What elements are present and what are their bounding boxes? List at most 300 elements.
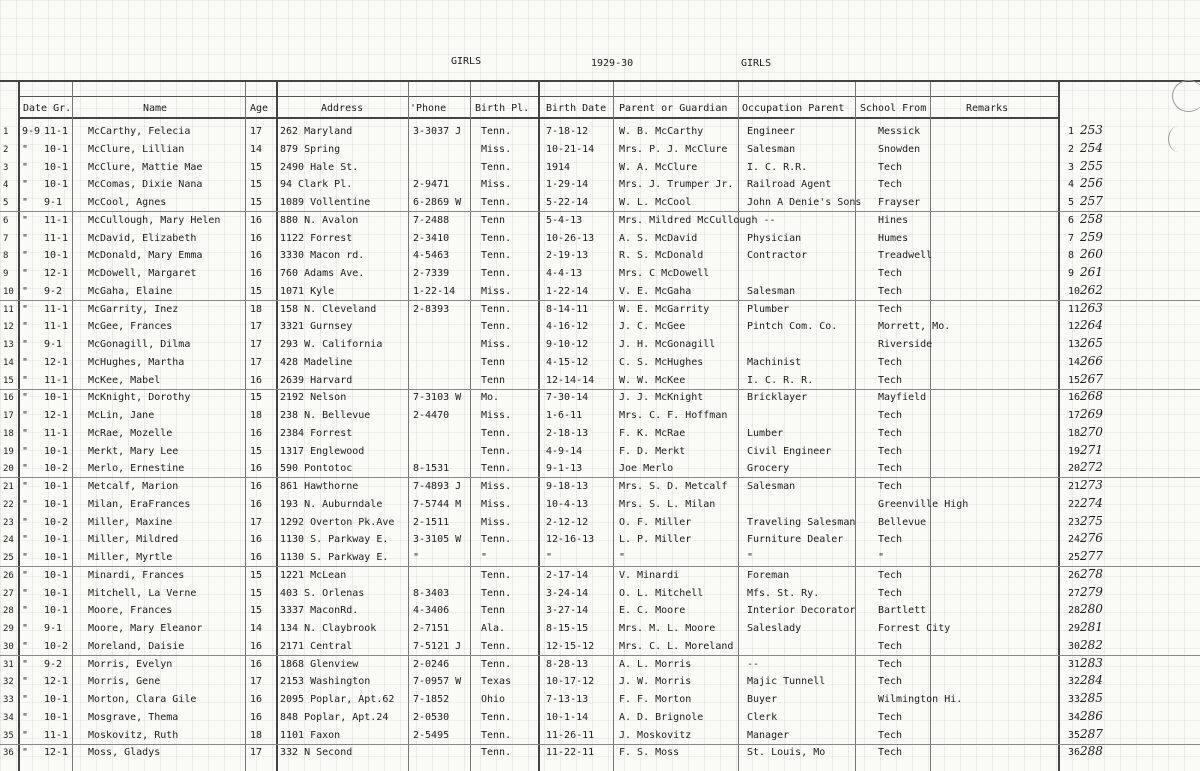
birthplace-cell: Tenn. [481,569,512,581]
table-row [0,424,1200,442]
line-number: 19 [3,446,14,457]
handwritten-number: 280 [1080,602,1103,617]
table-row [0,300,1200,318]
birthplace-cell: Tenn [481,214,506,226]
birthdate-cell: 10-26-13 [546,232,595,244]
record-number: 34 [1068,711,1081,723]
parent-cell: Joe Merlo [619,463,674,475]
birthdate-cell: 10-21-14 [546,143,595,155]
address-cell: 2639 Harvard [280,374,353,386]
name-cell: McKee, Mabel [88,374,161,386]
table-row [0,708,1200,726]
col-parent: Parent or Guardian [619,103,728,114]
age-cell: 15 [250,285,263,297]
table-row [0,495,1200,513]
birthdate-cell: 9-18-13 [546,481,589,492]
birthplace-cell: Tenn. [481,161,512,173]
birthplace-cell: Tenn [481,356,506,368]
birthdate-cell: 5-4-13 [546,214,583,226]
line-number: 2 [3,144,9,155]
address-cell: 262 Maryland [280,126,353,137]
record-number: 11 [1068,303,1081,315]
birthdate-cell: 4-4-13 [546,268,583,279]
occupation-cell: Clerk [747,711,778,723]
table-row [0,690,1200,708]
birthdate-cell: 4-9-14 [546,445,583,457]
table-row [0,282,1200,301]
occupation-cell: John A Denie's Sons [747,197,862,208]
handwritten-number: 275 [1080,513,1103,528]
phone-cell: 7-0957 W [413,676,462,688]
date-cell: " [22,232,29,244]
birthplace-cell: Miss. [481,410,512,421]
birthplace-cell: Miss. [481,481,512,492]
date-cell: " [22,143,29,155]
parent-cell: A. D. Brignole [619,711,704,723]
birthplace-cell: Tenn. [481,427,512,439]
address-cell: 1317 Englewood [280,445,365,457]
school-cell: Tech [878,587,903,599]
age-cell: 15 [250,445,263,457]
table-row [0,229,1200,247]
occupation-cell: Physician [747,232,802,244]
date-cell: " [22,498,29,510]
date-cell: " [22,463,29,475]
birthdate-cell: 7-30-14 [546,392,589,404]
handwritten-number: 263 [1080,300,1103,315]
line-number: 17 [3,411,14,421]
birthplace-cell: Miss. [481,179,512,191]
occupation-cell: Engineer [747,126,796,137]
birthdate-cell: 12-14-14 [546,374,595,386]
birthplace-cell: Tenn. [481,197,512,208]
phone-cell: 4-3406 [413,605,450,617]
name-cell: Merkt, Mary Lee [88,445,179,457]
name-cell: McDonald, Mary Emma [88,250,203,262]
address-cell: 428 Madeline [280,356,353,368]
name-cell: Metcalf, Marion [88,481,179,492]
line-number: 24 [3,535,14,546]
phone-cell: 2-4470 [413,410,450,421]
line-number: 13 [3,340,14,350]
age-cell: 16 [250,658,263,670]
date-cell: " [22,268,29,279]
handwritten-number: 254 [1080,140,1103,155]
age-cell: 18 [250,729,263,741]
table-row [0,264,1200,282]
address-cell: 193 N. Auburndale [280,498,383,510]
name-cell: McGarrity, Inez [88,303,179,315]
birthdate-cell: 2-19-13 [546,250,589,262]
birthplace-cell: Tenn. [481,126,512,137]
date-cell: " [22,303,29,315]
school-cell: Tech [878,463,903,475]
name-cell: McCarthy, Felecia [88,126,191,137]
line-number: 23 [3,517,14,528]
record-number: 4 [1068,179,1075,191]
age-cell: 16 [250,214,263,226]
birthdate-cell: 2-18-13 [546,427,589,439]
parent-cell: O. F. Miller [619,516,692,528]
occupation-cell: Foreman [747,569,790,581]
phone-cell: 7-2488 [413,214,450,226]
age-cell: 17 [250,747,263,759]
school-cell: Snowden [878,143,921,155]
school-cell: Messick [878,126,921,137]
parent-cell: " [619,552,626,563]
name-cell: McKnight, Dorothy [88,392,191,404]
school-cell: Tech [878,161,903,173]
table-row [0,459,1200,478]
name-cell: Miller, Mildred [88,534,179,546]
phone-cell: 8-1531 [413,463,450,475]
address-cell: 1130 S. Parkway E. [280,552,389,563]
record-number: 2 [1068,143,1075,155]
record-number: 24 [1068,534,1081,546]
table-row [0,442,1200,460]
parent-cell: J. H. McGonagill [619,339,716,350]
handwritten-number: 282 [1080,637,1103,652]
table-row [0,353,1200,371]
name-cell: Minardi, Frances [88,569,185,581]
record-number: 23 [1068,516,1081,528]
grade-cell: 11-1 [44,427,69,439]
birthplace-cell: Tenn. [481,729,512,741]
school-cell: Tech [878,268,903,279]
line-number: 35 [3,730,14,741]
parent-cell: J. W. Morris [619,676,692,688]
parent-cell: F. F. Morton [619,694,692,705]
school-cell: Mayfield [878,392,927,404]
record-number: 8 [1068,250,1075,262]
parent-cell: Mrs. S. L. Milan [619,498,716,510]
header-right: GIRLS [741,58,772,69]
handwritten-number: 262 [1080,282,1103,297]
name-cell: Miller, Myrtle [88,552,173,563]
birthdate-cell: 3-27-14 [546,605,589,617]
address-cell: 2192 Nelson [280,392,347,404]
grade-cell: 9-1 [44,339,63,350]
occupation-cell: " [747,552,754,563]
grade-cell: 9-2 [44,658,63,670]
record-number: 18 [1068,427,1081,439]
handwritten-number: 274 [1080,495,1103,510]
school-cell: Bartlett [878,605,927,617]
date-cell: " [22,747,29,759]
name-cell: Moore, Frances [88,605,173,617]
address-cell: 1868 Glenview [280,658,359,670]
age-cell: 16 [250,481,263,492]
address-cell: 134 N. Claybrook [280,623,377,634]
age-cell: 17 [250,676,263,688]
name-cell: Mosgrave, Thema [88,711,179,723]
address-cell: 879 Spring [280,143,341,155]
handwritten-number: 265 [1080,336,1103,350]
school-cell: Forrest City [878,623,951,634]
address-cell: 1101 Faxon [280,729,341,741]
line-number: 32 [3,677,14,688]
line-number: 28 [3,606,14,617]
grade-cell: 12-1 [44,356,69,368]
date-cell: " [22,534,29,546]
grade-cell: 10-1 [44,250,69,262]
date-cell: " [22,285,29,297]
line-number: 22 [3,499,14,510]
address-cell: 760 Adams Ave. [280,268,365,279]
handwritten-number: 257 [1080,194,1103,208]
occupation-cell: Lumber [747,427,784,439]
parent-cell: L. P. Miller [619,534,692,546]
binder-hole [1172,80,1200,112]
line-number: 36 [3,748,14,759]
top-rule [0,80,1200,82]
table-row [0,655,1200,673]
record-number: 7 [1068,232,1075,244]
name-cell: Moss, Gladys [88,747,161,759]
grade-cell: 11-1 [44,321,69,333]
address-cell: 332 N Second [280,747,353,759]
grade-cell: 10-2 [44,516,69,528]
grade-cell: 10-1 [44,143,69,155]
birthdate-cell: 10-17-12 [546,676,595,688]
date-cell: " [22,729,29,741]
grade-cell: 10-1 [44,179,69,191]
line-number: 30 [3,641,14,652]
line-number: 34 [3,712,14,723]
line-number: 8 [3,251,9,262]
address-cell: 1071 Kyle [280,285,335,297]
grade-cell: 12-1 [44,676,69,688]
grade-cell: 11-1 [44,214,69,226]
age-cell: 16 [250,232,263,244]
age-cell: 14 [250,143,263,155]
occupation-cell: Interior Decorator [747,605,856,617]
date-cell: " [22,410,29,421]
date-cell: " [22,356,29,368]
phone-cell: 3-3105 W [413,534,462,546]
school-cell: Tech [878,481,903,492]
age-cell: 16 [250,463,263,475]
birthplace-cell: Tenn. [481,250,512,262]
record-number: 29 [1068,623,1081,634]
birthplace-cell: Ala. [481,623,506,634]
birthplace-cell: Tenn [481,374,506,386]
address-cell: 1122 Forrest [280,232,353,244]
age-cell: 15 [250,161,263,173]
parent-cell: A. L. Morris [619,658,692,670]
handwritten-number: 285 [1080,691,1103,705]
parent-cell: O. L. Mitchell [619,587,704,599]
handwritten-number: 264 [1080,318,1103,333]
age-cell: 16 [250,250,263,262]
line-number: 6 [3,215,9,226]
date-cell: " [22,250,29,262]
grade-cell: 10-1 [44,605,69,617]
parent-cell: F. K. McRae [619,427,686,439]
col-birth-date: Birth Date [546,103,607,114]
name-cell: Morris, Evelyn [88,658,173,670]
phone-cell: 4-5463 [413,250,450,262]
parent-cell: A. S. McDavid [619,232,698,244]
name-cell: McDowell, Margaret [88,268,197,279]
record-number: 27 [1068,587,1081,599]
grade-cell: 11-1 [44,232,69,244]
handwritten-number: 253 [1080,123,1103,137]
age-cell: 14 [250,623,263,634]
handwritten-number: 261 [1080,265,1103,279]
table-row [0,335,1200,353]
age-cell: 17 [250,321,263,333]
birthplace-cell: " [481,552,488,563]
school-cell: Tech [878,374,903,386]
name-cell: McClure, Mattie Mae [88,161,203,173]
handwritten-number: 268 [1080,389,1103,404]
school-cell: Tech [878,676,903,688]
record-number: 16 [1068,392,1081,404]
occupation-cell: I. C. R.R. [747,161,808,173]
school-cell: Tech [878,640,903,652]
phone-cell: 2-0246 [413,658,450,670]
date-cell: " [22,392,29,404]
birthdate-cell: 1914 [546,161,571,173]
age-cell: 18 [250,410,263,421]
phone-cell: 2-0530 [413,711,450,723]
occupation-cell: Mfs. St. Ry. [747,587,820,599]
record-number: 22 [1068,498,1081,510]
handwritten-number: 258 [1080,211,1103,226]
col-birth-place: Birth Pl. [475,103,530,114]
age-cell: 16 [250,374,263,386]
binder-hole [1168,126,1189,152]
phone-cell: " [413,552,420,563]
table-row [0,388,1200,406]
birthdate-cell: 11-26-11 [546,729,595,741]
record-number: 25 [1068,552,1081,563]
age-cell: 17 [250,356,263,368]
handwritten-number: 288 [1080,744,1103,759]
grade-cell: 10-2 [44,463,69,475]
name-cell: McLin, Jane [88,410,155,421]
handwritten-number: 283 [1080,655,1103,670]
grade-cell: 10-1 [44,392,69,404]
record-number: 32 [1068,676,1081,688]
grade-cell: 10-1 [44,161,69,173]
table-row [0,601,1200,619]
birthplace-cell: Ohio [481,694,506,705]
age-cell: 18 [250,303,263,315]
date-cell: " [22,676,29,688]
line-number: 29 [3,624,14,634]
table-row [0,193,1200,212]
line-number: 25 [3,553,14,563]
date-cell: 9-9 [22,126,41,137]
record-number: 3 [1068,161,1075,173]
address-cell: 2153 Washington [280,676,371,688]
parent-cell: Mrs. P. J. McClure [619,143,728,155]
date-cell: " [22,427,29,439]
line-number: 11 [3,304,14,315]
phone-cell: 2-1511 [413,516,450,528]
handwritten-number: 276 [1080,531,1103,546]
school-cell: Wilmington Hi. [878,694,963,705]
birthdate-cell: 8-28-13 [546,658,589,670]
occupation-cell: Grocery [747,463,790,475]
birthplace-cell: Miss. [481,143,512,155]
line-number: 33 [3,695,14,705]
grade-cell: 12-1 [44,410,69,421]
line-number: 27 [3,588,14,599]
school-cell: Bellevue [878,516,927,528]
record-number: 15 [1068,374,1081,386]
address-cell: 1292 Overton Pk.Ave [280,516,395,528]
handwritten-number: 271 [1080,442,1103,457]
date-cell: " [22,339,29,350]
handwritten-number: 284 [1080,673,1103,688]
address-cell: 848 Poplar, Apt.24 [280,711,389,723]
name-cell: Moreland, Daisie [88,640,185,652]
address-cell: 1089 Vollentine [280,197,371,208]
occupation-cell: Contractor [747,250,808,262]
school-cell: Tech [878,445,903,457]
grade-cell: 11-1 [44,374,69,386]
header-year: 1929-30 [591,58,634,69]
occupation-cell: Manager [747,729,790,741]
handwritten-number: 273 [1080,478,1103,492]
table-row [0,477,1200,495]
col-phone: 'Phone [410,103,447,114]
age-cell: 16 [250,427,263,439]
record-number: 5 [1068,197,1075,208]
line-number: 9 [3,269,9,279]
handwritten-number: 259 [1080,229,1103,244]
age-cell: 15 [250,392,263,404]
name-cell: McHughes, Martha [88,356,185,368]
birthplace-cell: Tenn. [481,303,512,315]
parent-cell: Mrs. Mildred McCullough -- [619,214,776,226]
record-number: 9 [1068,268,1075,279]
birthplace-cell: Tenn. [481,232,512,244]
grade-cell: 10-1 [44,694,69,705]
birthdate-cell: 5-22-14 [546,197,589,208]
occupation-cell: I. C. R. R. [747,374,814,386]
line-number: 14 [3,357,14,368]
name-cell: McClure, Lillian [88,143,185,155]
school-cell: Tech [878,285,903,297]
handwritten-number: 266 [1080,353,1103,368]
occupation-cell: Pintch Com. Co. [747,321,838,333]
grade-cell: 9-1 [44,623,63,634]
occupation-cell: Salesman [747,285,796,297]
address-cell: 3330 Macon rd. [280,250,365,262]
record-number: 35 [1068,729,1081,741]
birthdate-cell: 7-13-13 [546,694,589,705]
table-row [0,584,1200,602]
date-cell: " [22,711,29,723]
occupation-cell: St. Louis, Mo [747,747,826,759]
birthplace-cell: Texas [481,676,512,688]
birthplace-cell: Tenn. [481,711,512,723]
phone-cell: 2-3410 [413,232,450,244]
name-cell: McDavid, Elizabeth [88,232,197,244]
parent-cell: J. Moskovitz [619,729,692,741]
grade-cell: 12-1 [44,268,69,279]
address-cell: 590 Pontotoc [280,463,353,475]
phone-cell: 2-8393 [413,303,450,315]
birthdate-cell: 3-24-14 [546,587,589,599]
age-cell: 17 [250,516,263,528]
record-number: 17 [1068,410,1081,421]
name-cell: McRae, Mozelle [88,427,173,439]
